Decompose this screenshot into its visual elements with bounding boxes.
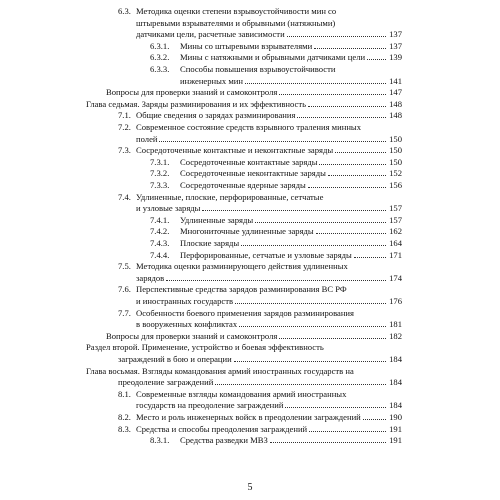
toc-entry-title: Методика оценки разминирующего действия удлиненных <box>136 261 348 272</box>
leader-dots <box>245 76 386 84</box>
leader-dots <box>328 168 386 176</box>
toc-entry-number: 7.4.3. <box>150 238 170 248</box>
toc-entry-title: Мины со штыревыми взрывателями <box>180 40 313 51</box>
leader-dots <box>270 435 386 443</box>
toc-entry-title: Вопросы для проверки знаний и самоконтроля <box>106 87 278 98</box>
toc-entry-page: 182 <box>389 330 402 341</box>
toc-entry-title: Вопросы для проверки знаний и самоконтроля <box>106 330 278 341</box>
toc-entry-page: 191 <box>389 423 402 434</box>
toc-entry-page: 150 <box>389 133 402 144</box>
toc-entry-title: преодоление заграждений <box>118 377 214 388</box>
toc-entry-title: Глава седьмая. Заряды разминирования и их эффективность <box>86 98 307 109</box>
leader-dots <box>255 215 386 223</box>
toc-entry-page: 148 <box>389 110 402 121</box>
leader-dots <box>316 226 386 234</box>
leader-dots <box>202 203 386 211</box>
toc-entry-title: Место и роль инженерных войск в преодолении заграждений <box>136 412 361 422</box>
toc-entry-number: 6.3. <box>118 6 131 16</box>
leader-dots <box>279 331 386 339</box>
toc-entry-title: Сосредоточенные контактные и неконтактные заряды <box>136 145 334 156</box>
toc-entry-title: Современное состояние средств взрывного траления минных <box>136 122 361 132</box>
toc-entry-title: Средства и способы преодоления заграждений <box>136 423 308 434</box>
toc-entry-title: Способы повышения взрывоустойчивости <box>180 64 336 74</box>
toc-entry-number: 7.4.4. <box>150 249 170 260</box>
leader-dots <box>234 354 386 362</box>
toc-entry-title: Мины с натяжными и обрывными датчиками цели <box>180 52 366 63</box>
toc-entry-page: 176 <box>389 296 402 306</box>
leader-dots <box>363 412 386 420</box>
toc-entry-page: 191 <box>389 435 402 446</box>
toc-entry-number: 6.3.1. <box>150 40 170 51</box>
toc-entry-number: 7.2. <box>118 122 131 132</box>
toc-entry-title: Сосредоточенные контактные заряды <box>180 156 318 167</box>
toc-entry-page: 147 <box>389 87 402 98</box>
toc-entry-title: Плоские заряды <box>180 238 240 248</box>
toc-entry-title: Многониточные удлиненные заряды <box>180 226 314 237</box>
toc-entry-number: 7.3.3. <box>150 180 170 190</box>
toc-entry-page: 184 <box>389 400 402 411</box>
toc-entry-title: государств на преодоление заграждений <box>136 400 284 411</box>
page-number: 5 <box>247 482 253 493</box>
toc-entry-title: инженерных мин <box>180 75 244 86</box>
leader-dots <box>159 134 386 142</box>
toc-entry-number: 7.4.1. <box>150 214 170 225</box>
toc-entry-title: Перфорированные, сетчатые и узловые заряды <box>180 249 352 260</box>
leader-dots <box>319 157 386 165</box>
toc-entry-title: Перспективные средства зарядов разминирования ВС РФ <box>136 284 347 295</box>
leader-dots <box>285 400 386 408</box>
leader-dots <box>239 319 386 327</box>
toc-entry-page: 152 <box>389 168 402 179</box>
leader-dots <box>309 424 386 432</box>
toc-entry-page: 171 <box>389 249 402 260</box>
toc-entry-number: 7.3. <box>118 145 131 156</box>
leader-dots <box>354 250 386 258</box>
toc-entry-number: 7.3.1. <box>150 156 170 167</box>
toc-entry-title: Удлиненные заряды <box>180 214 254 225</box>
toc-entry-number: 7.5. <box>118 261 131 272</box>
leader-dots <box>215 377 386 385</box>
toc-entry-title: Общие сведения о зарядах разминирования <box>136 110 296 121</box>
leader-dots <box>335 145 386 153</box>
toc-entry-page: 164 <box>389 238 402 248</box>
leader-dots <box>235 296 386 304</box>
toc-entry-title: Особенности боевого применения зарядов разминирования <box>136 307 354 318</box>
toc-entry-page: 156 <box>389 180 402 190</box>
toc-entry-page: 157 <box>389 214 402 225</box>
toc-entry-page: 184 <box>389 354 402 364</box>
toc-entry-page: 137 <box>389 29 402 40</box>
toc-entry-title: Методика оценки степени взрывоустойчивости мин со <box>136 6 337 16</box>
leader-dots <box>314 41 386 49</box>
toc-entry-page: 150 <box>389 145 402 156</box>
leader-dots <box>367 52 386 60</box>
toc-entry-page: 150 <box>389 156 402 167</box>
toc-entry-page: 174 <box>389 272 402 283</box>
toc-entry-page: 157 <box>389 203 402 214</box>
toc-entry-title: и узловые заряды <box>136 203 201 214</box>
leader-dots <box>287 29 386 37</box>
toc-entry-page: 137 <box>389 40 402 51</box>
leader-dots <box>308 180 386 188</box>
toc-entry-title: и иностранных государств <box>136 296 234 306</box>
leader-dots <box>308 99 386 107</box>
toc-entry-page: 181 <box>389 319 402 330</box>
toc-entry-page: 162 <box>389 226 402 237</box>
toc-entry-number: 8.3.1. <box>150 435 170 446</box>
toc-entry-title: Удлиненные, плоские, перфорированные, сетчатые <box>136 191 324 202</box>
toc-entry-title: полей <box>136 133 158 144</box>
toc-entry-number: 7.7. <box>118 307 131 318</box>
toc-entry-title: заграждений в бою и операции <box>118 354 232 364</box>
toc-entry-title: Современные взгляды командования армий иностранных <box>136 388 347 399</box>
toc-entry-title: зарядов <box>136 272 165 283</box>
toc-entry-page: 139 <box>389 52 402 63</box>
toc-entry-page: 190 <box>389 412 402 422</box>
toc-entry-title: датчиками цели, расчетные зависимости <box>136 29 285 40</box>
toc-entry-number: 8.2. <box>118 412 131 422</box>
toc-entry-title: штыревыми взрывателями и обрывными (натяжными) <box>136 17 336 28</box>
toc-entry-page: 141 <box>389 75 402 86</box>
toc-entry-number: 8.3. <box>118 423 131 434</box>
toc-entry-number: 7.6. <box>118 284 131 295</box>
toc-entry-number: 8.1. <box>118 388 131 399</box>
toc-entry-title: Средства разведки МВЗ <box>180 435 268 446</box>
toc-entry-page: 184 <box>389 377 402 388</box>
leader-dots <box>166 273 386 281</box>
toc-entry-title: Сосредоточенные неконтактные заряды <box>180 168 326 179</box>
toc-entry-number: 7.3.2. <box>150 168 170 179</box>
toc-entry-page: 148 <box>389 98 402 109</box>
toc-entry-title: в вооруженных конфликтах <box>136 319 238 330</box>
leader-dots <box>297 110 386 118</box>
toc-entry-number: 6.3.3. <box>150 64 170 74</box>
toc-entry-number: 6.3.2. <box>150 52 170 63</box>
toc-entry-number: 7.1. <box>118 110 131 121</box>
leader-dots <box>279 87 386 95</box>
toc-entry-title: Глава восьмая. Взгляды командования армий иностранных государств на <box>86 365 354 376</box>
toc-entry-title: Сосредоточенные ядерные заряды <box>180 180 306 190</box>
leader-dots <box>241 238 386 246</box>
toc-entry-title: Раздел второй. Применение, устройство и боевая эффективность <box>86 342 324 353</box>
toc-entry-number: 7.4.2. <box>150 226 170 237</box>
toc-entry-number: 7.4. <box>118 191 131 202</box>
